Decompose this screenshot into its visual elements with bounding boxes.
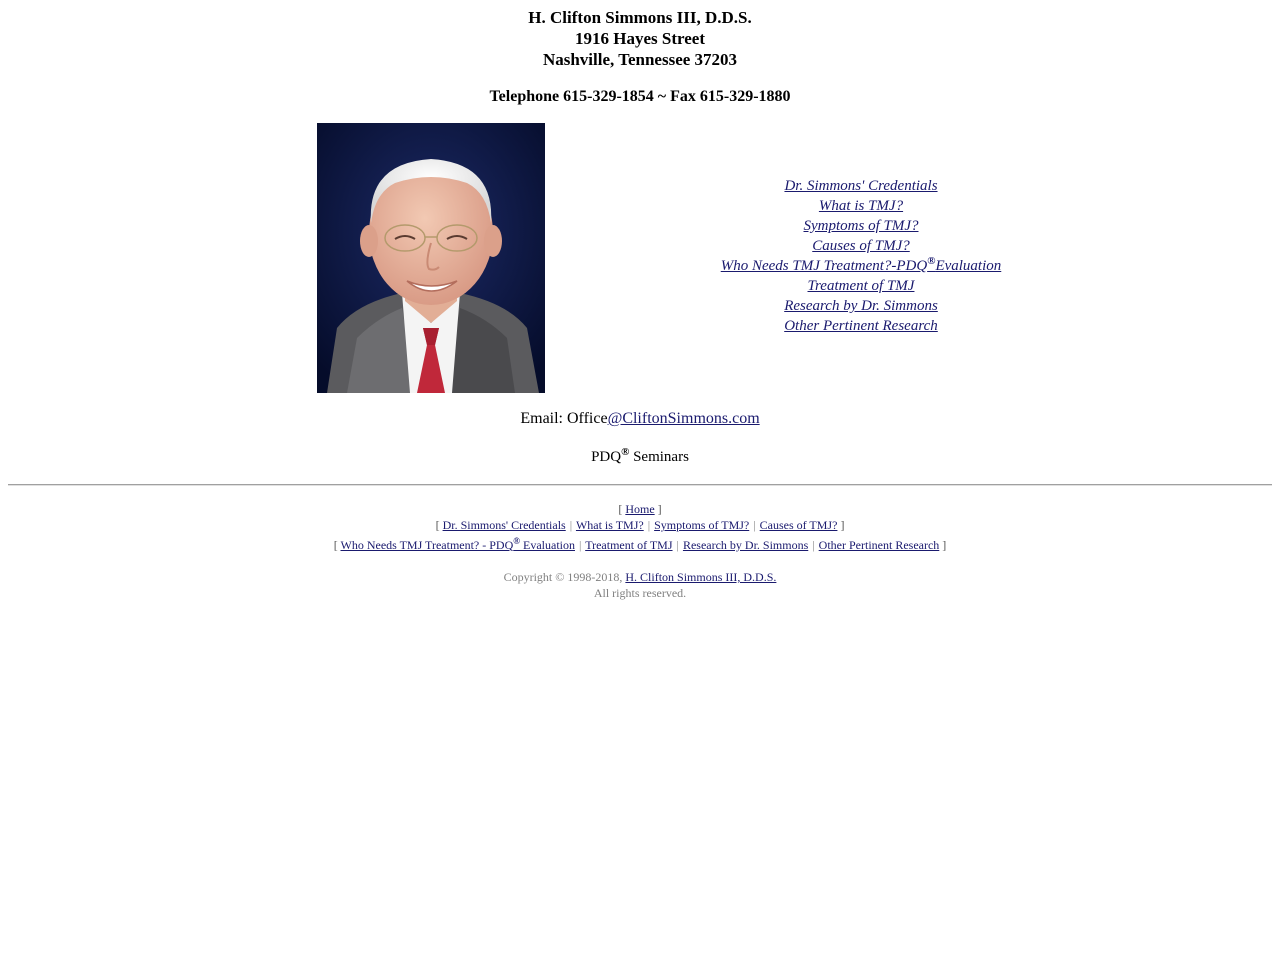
footer-link-research[interactable]: Research by Dr. Simmons: [682, 538, 809, 552]
footer-link-causes[interactable]: Causes of TMJ?: [759, 518, 838, 532]
email-link[interactable]: @CliftonSimmons.com: [607, 410, 760, 427]
copyright-prefix: Copyright © 1998-2018,: [503, 570, 623, 584]
separator: |: [569, 518, 573, 532]
bracket-open: [: [618, 502, 623, 516]
separator: |: [647, 518, 651, 532]
copyright-owner-link[interactable]: H. Clifton Simmons III, D.D.S.: [625, 570, 777, 584]
footer-link-what-is-tmj[interactable]: What is TMJ?: [575, 518, 644, 532]
seminars-prefix: PDQ: [591, 449, 622, 465]
nav-link-causes[interactable]: Causes of TMJ?: [812, 238, 910, 254]
nav-link-what-is-tmj[interactable]: What is TMJ?: [818, 198, 904, 214]
nav-link-who-needs-treatment[interactable]: [640, 256, 1082, 276]
email-line: [0, 409, 1280, 429]
portrait-illustration: [317, 123, 545, 393]
separator: |: [676, 538, 679, 552]
rights-reserved: All rights reserved.: [593, 586, 687, 600]
footer-navigation: [0, 501, 1280, 553]
bracket-close: ]: [657, 502, 662, 516]
footer-who-needs-prefix: Who Needs TMJ Treatment? - PDQ: [340, 538, 514, 552]
street-address: 1916 Hayes Street: [575, 29, 705, 48]
seminars-registered-mark: ®: [621, 446, 630, 458]
horizontal-divider: [8, 484, 1272, 486]
doctor-portrait: [317, 123, 545, 393]
separator: |: [812, 538, 815, 552]
main-navigation: [640, 176, 1082, 336]
phone-fax-line: Telephone 615-329-1854 ~ Fax 615-329-1880: [489, 88, 791, 105]
seminars-suffix: Seminars: [629, 449, 689, 465]
separator: |: [753, 518, 756, 532]
footer-who-needs-suffix: Evaluation: [520, 538, 575, 552]
footer-link-treatment[interactable]: Treatment of TMJ: [585, 538, 673, 552]
footer-registered-mark: ®: [513, 536, 520, 546]
footer-link-credentials[interactable]: Dr. Simmons' Credentials: [442, 518, 566, 532]
separator: |: [578, 538, 582, 552]
nav-link-symptoms[interactable]: Symptoms of TMJ?: [803, 218, 919, 234]
footer-link-symptoms[interactable]: Symptoms of TMJ?: [654, 518, 750, 532]
footer-row-home: [0, 501, 1280, 517]
copyright-notice: [0, 569, 1280, 601]
registered-mark: ®: [927, 255, 936, 267]
page-header: [0, 7, 1280, 70]
footer-row-treatment: [0, 537, 1280, 553]
nav-link-other-research[interactable]: Other Pertinent Research: [784, 318, 938, 334]
copyright-line: [0, 569, 1280, 585]
footer-row-topics: [0, 517, 1280, 533]
footer-link-home[interactable]: Home: [625, 502, 655, 516]
email-prefix: Email: Office: [520, 410, 608, 427]
bracket-open: [: [333, 538, 338, 552]
nav-link-treatment[interactable]: Treatment of TMJ: [807, 278, 915, 294]
city-state-zip: Nashville, Tennessee 37203: [542, 50, 738, 69]
nav-link-research[interactable]: Research by Dr. Simmons: [784, 298, 938, 314]
practice-name: H. Clifton Simmons III, D.D.S.: [528, 8, 752, 27]
footer-link-other-research[interactable]: Other Pertinent Research: [818, 538, 940, 552]
bracket-open: [: [435, 518, 440, 532]
bracket-close: ]: [840, 518, 845, 532]
who-needs-prefix: Who Needs TMJ Treatment?-PDQ: [720, 258, 928, 274]
bracket-close: ]: [942, 538, 947, 552]
seminars-line: [0, 447, 1280, 467]
who-needs-suffix: Evaluation: [935, 258, 1002, 274]
footer-link-who-needs-treatment[interactable]: [341, 538, 575, 552]
nav-link-credentials[interactable]: Dr. Simmons' Credentials: [784, 178, 938, 194]
